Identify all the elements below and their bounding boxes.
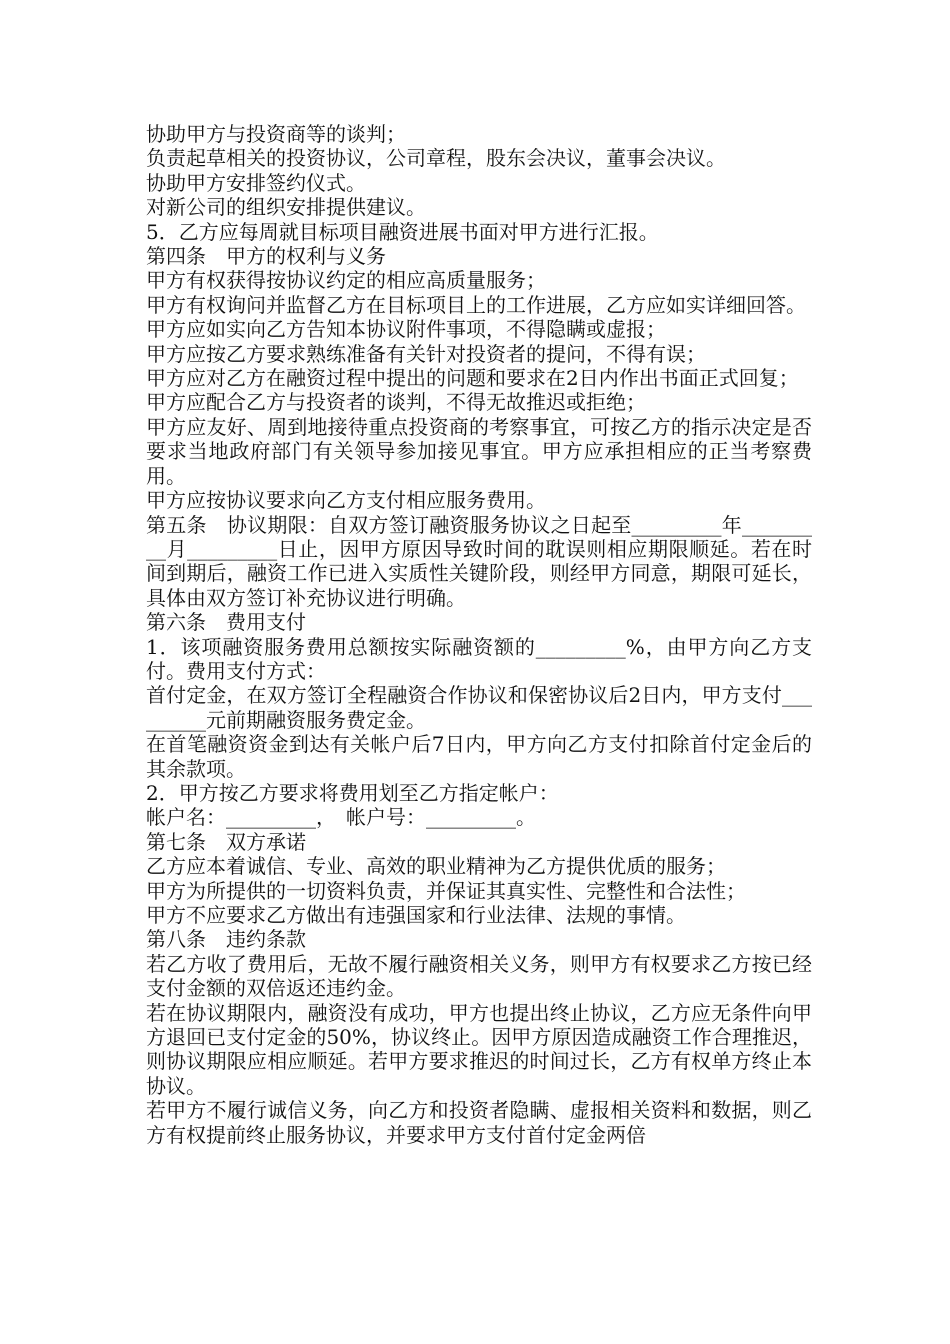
clause-text: 甲方应配合乙方与投资者的谈判，不得无故推迟或拒绝； (146, 390, 646, 415)
clause-text: 5．乙方应每周就目标项目融资进展书面对甲方进行汇报。 (146, 219, 659, 244)
article-heading: 第六条 费用支付 (146, 610, 306, 635)
account-info: 帐户名：_________， 帐户号：_________。 (146, 805, 536, 830)
clause-text: 在首笔融资资金到达有关帐户后7日内，甲方向乙方支付扣除首付定金后的其余款项。 (146, 732, 812, 781)
clause-text: 协助甲方与投资商等的谈判； (146, 122, 406, 146)
clause-text: 甲方应如实向乙方告知本协议附件事项，不得隐瞒或虚报； (146, 317, 666, 342)
article-heading: 第七条 双方承诺 (146, 829, 306, 854)
document-page (146, 122, 812, 1147)
clause-text: 1．该项融资服务费用总额按实际融资额的_________%，由甲方向乙方支付。费用支付方式： (146, 634, 812, 683)
clause-text: 甲方不应要求乙方做出有违强国家和行业法律、法规的事情。 (146, 903, 686, 927)
clause-text: 若乙方收了费用后，无故不履行融资相关义务，则甲方有权要求乙方按已经支付金额的双倍返还违约金。 (146, 951, 812, 1001)
clause-text: 甲方有权获得按协议约定的相应高质量服务； (146, 268, 546, 293)
clause-text: 甲方应按协议要求向乙方支付相应服务费用。 (146, 488, 546, 513)
clause-text: 2．甲方按乙方要求将费用划至乙方指定帐户： (146, 780, 559, 805)
clause-text: 甲方有权询问并监督乙方在目标项目上的工作进展，乙方应如实详细回答。 (146, 292, 806, 317)
clause-text: 若甲方不履行诚信义务，向乙方和投资者隐瞒、虚报相关资料和数据，则乙方有权提前终止服务协议，并要求甲方支付首付定金两倍 (146, 1098, 812, 1147)
article-heading: 第四条 甲方的权利与义务 (146, 244, 386, 269)
clause-text: 协助甲方安排签约仪式。 (146, 170, 366, 195)
clause-text: 甲方应对乙方在融资过程中提出的问题和要求在2日内作出书面正式回复； (146, 366, 799, 391)
clause-text: 若在协议期限内，融资没有成功，甲方也提出终止协议，乙方应无条件向甲方退回已支付定金的50%，协议终止。因甲方原因造成融资工作合理推迟，则协议期限应相应顺延。若甲方要求推迟的时间过长，乙方有权单方终止本协议。 (146, 1000, 812, 1098)
clause-text: 负责起草相关的投资协议，公司章程，股东会决议，董事会决议。 (146, 146, 726, 171)
clause-text: 甲方应按乙方要求熟练准备有关针对投资者的提问，不得有误； (146, 341, 706, 366)
clause-text: 甲方应友好、周到地接待重点投资商的考察事宜，可按乙方的指示决定是否要求当地政府部门有关领导参加接见事宜。甲方应承担相应的正当考察费用。 (146, 414, 812, 488)
clause-text: 甲方为所提供的一切资料负责，并保证其真实性、完整性和合法性； (146, 878, 746, 903)
article-heading: 第八条 违约条款 (146, 927, 306, 952)
clause-text: 首付定金，在双方签订全程融资合作协议和保密协议后2日内，甲方支付_________元前期融资服务费定金。 (146, 683, 812, 732)
clause-text: 对新公司的组织安排提供建议。 (146, 195, 426, 220)
article-heading: 第五条 协议期限：自双方签订融资服务协议之日起至_________年_________月_________日止，因甲方原因导致时间的耽误则相应期限顺延。若在时间到期后，融资工作已进入实质性关键阶段，则经甲方同意，期限可延长，具体由双方签订补充协议进行明确。 (146, 512, 812, 610)
clause-text: 乙方应本着诚信、专业、高效的职业精神为乙方提供优质的服务； (146, 854, 726, 879)
